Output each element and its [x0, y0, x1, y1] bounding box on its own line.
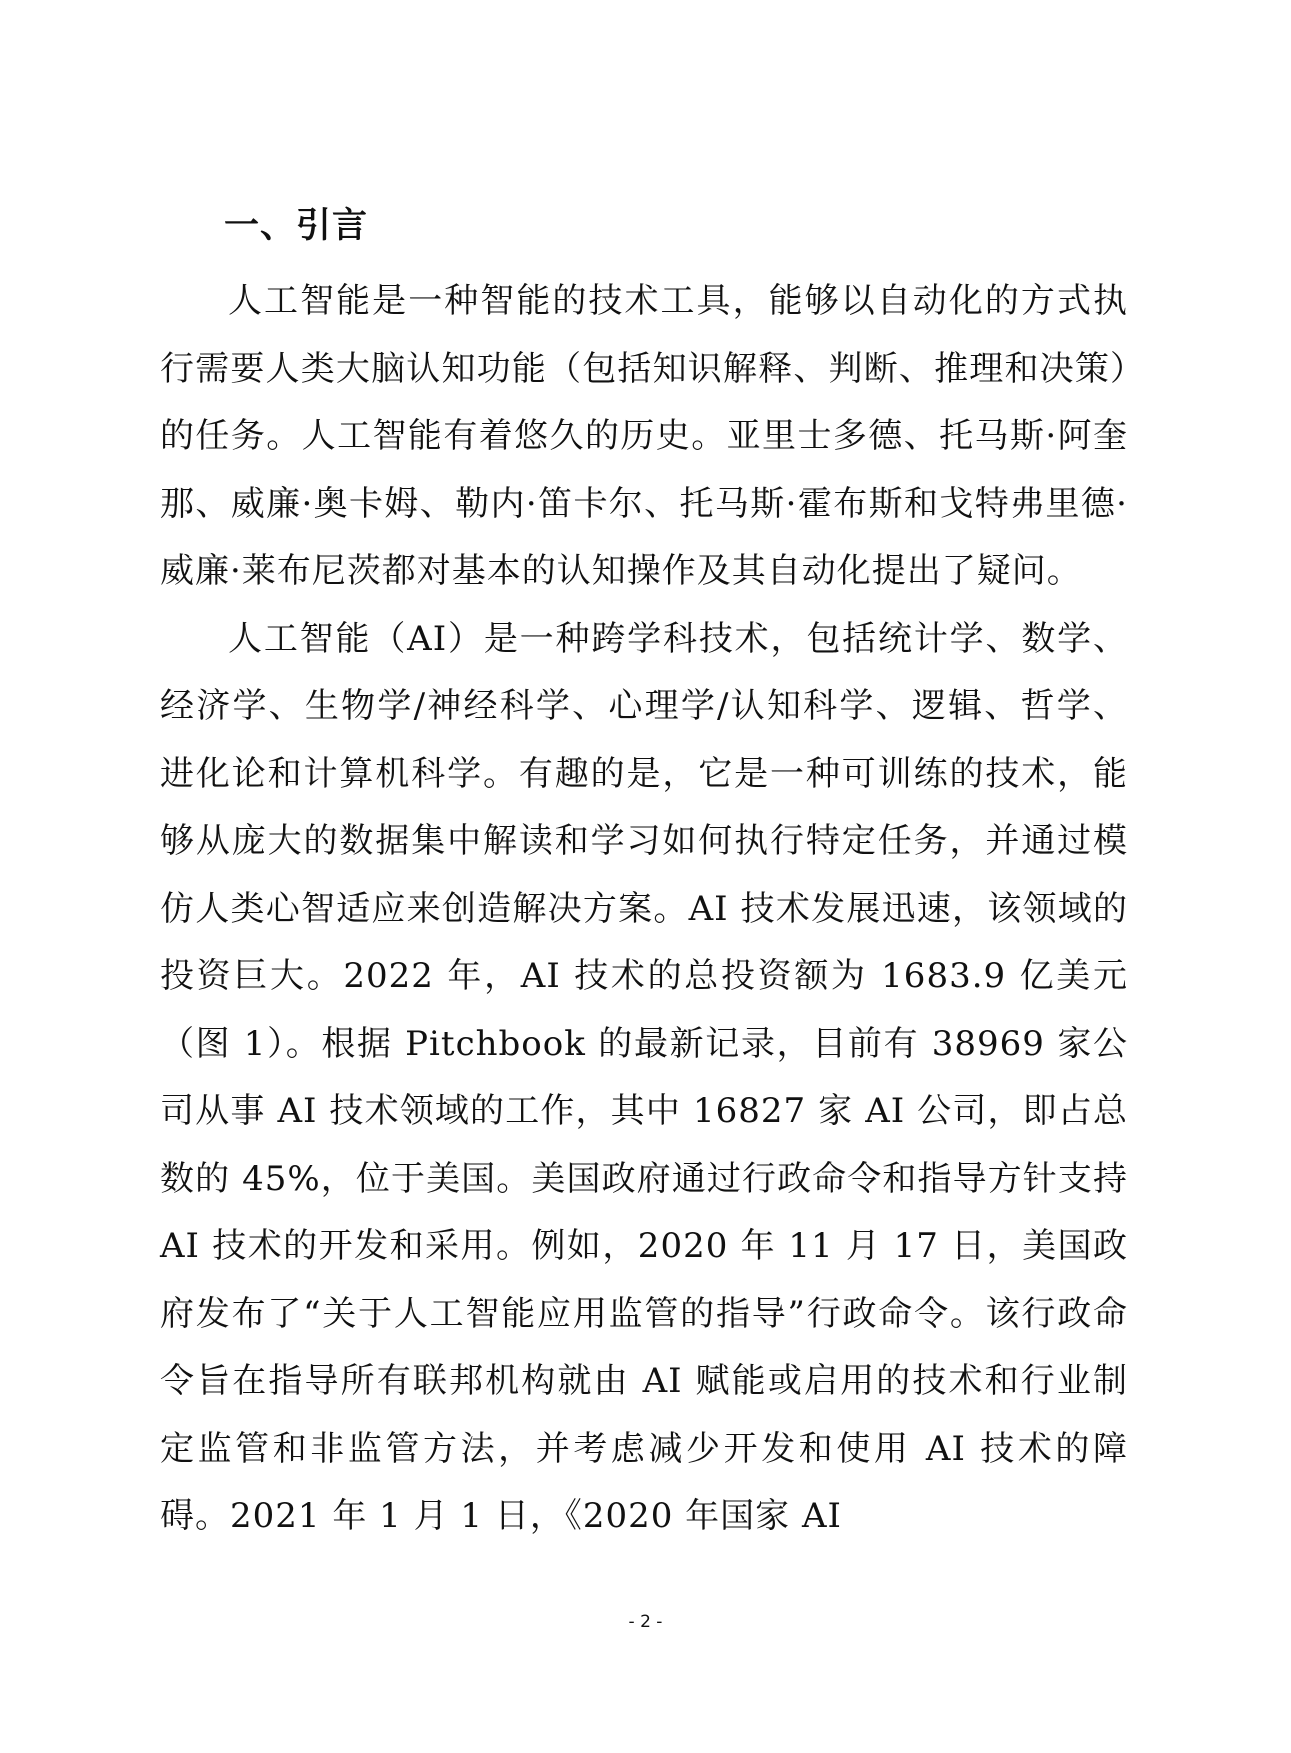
page-number: - 2 -	[628, 1612, 663, 1632]
body-text	[160, 268, 1128, 1551]
paragraph-2: 人工智能（AI）是一种跨学科技术，包括统计学、数学、经济学、生物学/神经科学、心理学/认知科学、逻辑、哲学、进化论和计算机科学。有趣的是，它是一种可训练的技术，能够从庞大的数据集中解读和学习如何执行特定任务，并通过模仿人类心智适应来创造解决方案。AI 技术发展迅速，该领域的投资巨大。2022 年，AI 技术的总投资额为 1683.9 亿美元（图 1）。根据 Pitchbook 的最新记录，目前有 38969 家公司从事 AI 技术领域的工作，其中 16827 家 AI 公司，即占总数的 45%，位于美国。美国政府通过行政命令和指导方针支持 AI 技术的开发和采用。例如，2020 年 11 月 17 日，美国政府发布了“关于人工智能应用监管的指导”行政命令。该行政命令旨在指导所有联邦机构就由 AI 赋能或启用的技术和行业制定监管和非监管方法，并考虑减少开发和使用 AI 技术的障碍。2021 年 1 月 1 日，《2020 年国家 AI	[160, 618, 1128, 1536]
section-heading: 一、引言	[224, 206, 369, 246]
paragraph-1: 人工智能是一种智能的技术工具，能够以自动化的方式执行需要人类大脑认知功能（包括知识解释、判断、推理和决策）的任务。人工智能有着悠久的历史。亚里士多德、托马斯·阿奎那、威廉·奥卡姆、勒内·笛卡尔、托马斯·霍布斯和戈特弗里德·威廉·莱布尼茨都对基本的认知操作及其自动化提出了疑问。	[160, 281, 1128, 591]
